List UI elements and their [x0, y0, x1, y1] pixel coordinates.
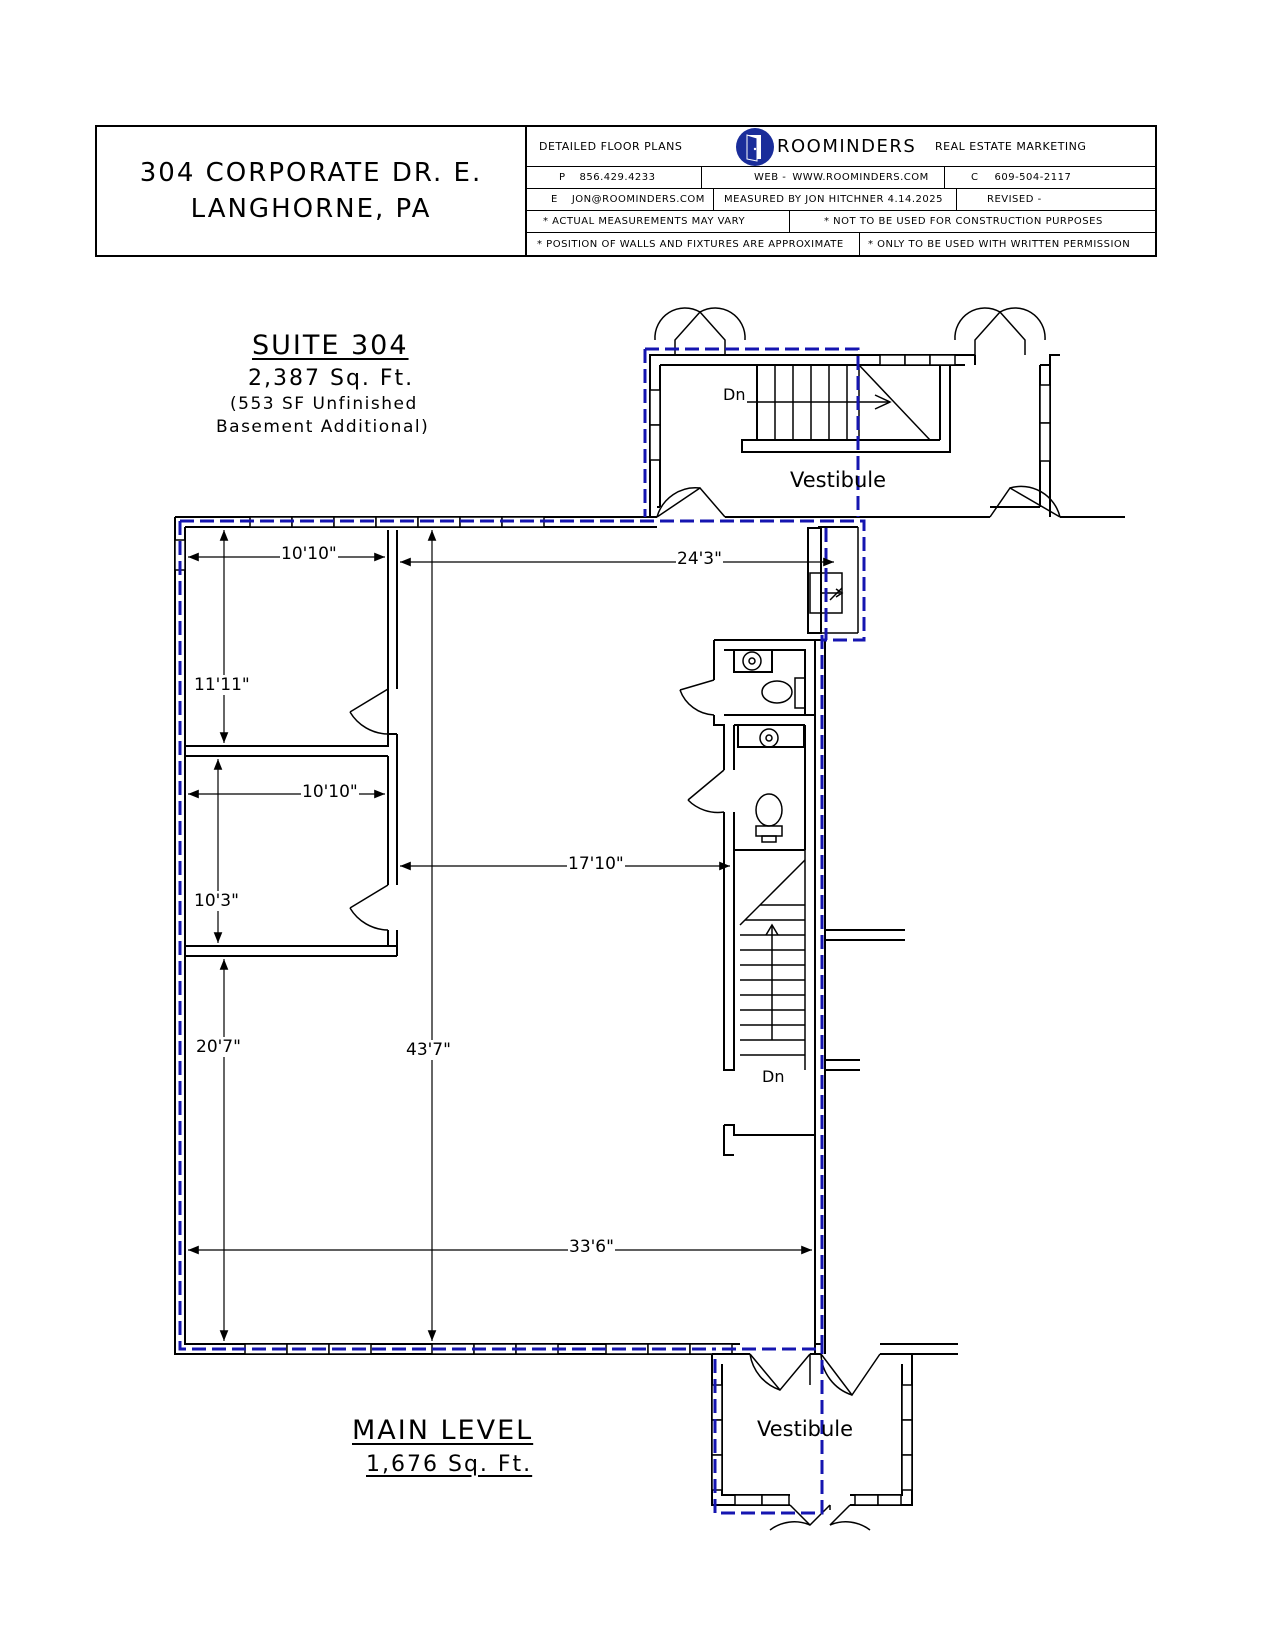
note-construction: * NOT TO BE USED FOR CONSTRUCTION PURPOSES	[824, 216, 1103, 227]
suite-note-line-2: Basement Additional)	[216, 417, 430, 437]
phone-number: 856.429.4233	[579, 172, 656, 183]
office2-depth-label: 10'3"	[194, 891, 239, 911]
office1-depth-label: 11'11"	[194, 675, 250, 695]
suite-note-line-1: (553 SF Unfinished	[230, 394, 418, 414]
web-label: WEB -	[754, 172, 787, 183]
main-stair	[724, 850, 805, 1070]
office-doors	[350, 689, 388, 930]
cell-number: 609-504-2117	[994, 172, 1072, 183]
office2-width-label: 10'10"	[302, 782, 358, 802]
rear-partition	[724, 1125, 815, 1155]
note-approximate: * POSITION OF WALLS AND FIXTURES ARE APPROXIMATE	[527, 233, 860, 255]
overall-width-label: 33'6"	[569, 1237, 614, 1257]
suite-area: 2,387 Sq. Ft.	[248, 366, 415, 391]
top-stair-dn-label: Dn	[723, 385, 746, 404]
top-closet	[808, 527, 858, 633]
windows	[175, 517, 732, 1354]
address-line-1: 304 CORPORATE DR. E.	[139, 158, 483, 188]
suite-title: SUITE 304	[252, 330, 409, 361]
open-depth-label: 20'7"	[196, 1037, 241, 1057]
main-stair-dn-label: Dn	[762, 1067, 785, 1086]
phone-label: P	[559, 172, 566, 183]
top-vestibule-windows	[650, 355, 1050, 461]
level-area: 1,676 Sq. Ft.	[366, 1452, 533, 1477]
vestibule-top-label: Vestibule	[790, 468, 887, 492]
brand-name: ROOMINDERS	[777, 136, 917, 157]
cell-label: C	[971, 172, 979, 183]
detailed-floor-plans-label: DETAILED FLOOR PLANS	[539, 140, 683, 153]
overall-depth-label: 43'7"	[406, 1040, 451, 1060]
note-permission: * ONLY TO BE USED WITH WRITTEN PERMISSION	[868, 238, 1131, 250]
tagline: REAL ESTATE MARKETING	[935, 140, 1087, 153]
exterior-walls	[175, 517, 1125, 1354]
level-title: MAIN LEVEL	[352, 1415, 534, 1446]
top-vestibule-walls	[650, 355, 1060, 517]
email-label: E	[551, 194, 558, 205]
bottom-vestibule-windows	[712, 1385, 912, 1505]
address-line-2: LANGHORNE, PA	[190, 194, 432, 224]
open-top-width-label: 24'3"	[677, 549, 722, 569]
open-mid-width-label: 17'10"	[568, 854, 624, 874]
dimension-lines	[188, 530, 834, 1341]
vestibule-bottom-label: Vestibule	[757, 1417, 854, 1441]
top-vestibule-stair	[740, 365, 930, 440]
note-measurements: * ACTUAL MEASUREMENTS MAY VARY	[527, 211, 790, 232]
email-address: JON@ROOMINDERS.COM	[571, 194, 705, 205]
web-address: WWW.ROOMINDERS.COM	[792, 172, 929, 183]
measured-by: MEASURED BY JON HITCHNER 4.14.2025	[714, 189, 957, 210]
revised-label: REVISED -	[987, 194, 1042, 205]
office1-width-label: 10'10"	[281, 544, 337, 564]
